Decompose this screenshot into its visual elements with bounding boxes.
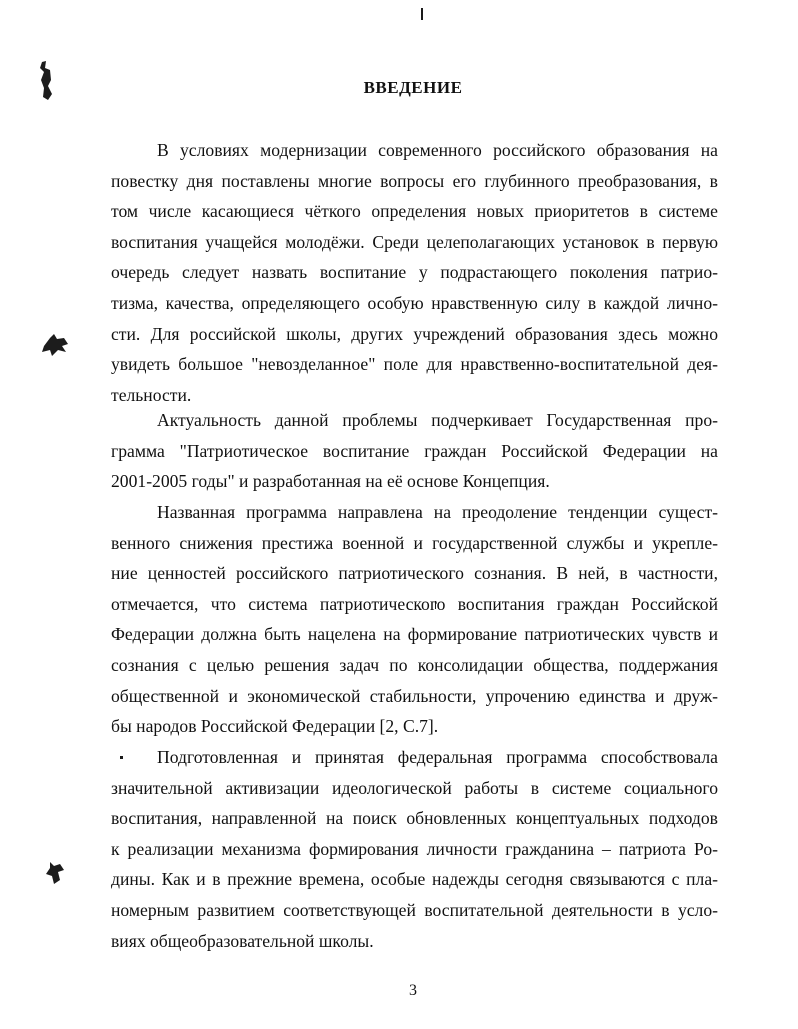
text-line: венного снижения престижа военной и государственной службы и укрепле- [111,532,718,553]
text-line: общественной и экономической стабильности, упрочению единства и друж- [111,685,718,706]
paragraph-4 [111,742,718,956]
text-line: ние ценностей российского патриотического сознания. В ней, в частности, [111,563,718,584]
text-line: очередь следует назвать воспитание у подрастающего поколения патрио- [111,262,718,283]
paragraph-2 [111,405,718,497]
scan-mark-top [421,8,423,20]
text-line: 2001-2005 годы" и разработанная на её основе Концепция. [111,471,550,492]
text-line: виях общеобразовательной школы. [111,930,374,951]
text-line: бы народов Российской Федерации [2, С.7]. [111,716,439,737]
text-line: Названная программа направлена на преодоление тенденции сущест- [157,502,718,522]
paragraph-3 [111,497,718,742]
text-line: тельности. [111,384,192,405]
text-line: Подготовленная и принятая федеральная программа способствовала [157,747,718,767]
text-line: отмечается, что система патриотического воспитания граждан Российской [111,593,718,614]
text-line: тизма, качества, определяющего особую нравственную силу в каждой лично- [111,292,718,313]
text-line: номерным развитием соответствующей воспитательной деятельности в усло- [111,899,718,920]
text-line: повестку дня поставлены многие вопросы его глубинного преобразования, в [111,170,718,191]
text-line: Актуальность данной проблемы подчеркивает Государственная про- [157,410,718,430]
text-line: дины. Как и в прежние времена, особые надежды сегодня связываются с пла- [111,869,718,890]
paragraph-1 [111,135,718,410]
text-line: сти. Для российской школы, других учреждений образования здесь можно [111,323,718,344]
text-line: увидеть большое "невозделанное" поле для нравственно-воспитательной дея- [111,354,718,375]
text-line: воспитания учащейся молодёжи. Среди целеполагающих установок в первую [111,231,718,252]
text-line: воспитания, направленной на поиск обновленных концептуальных подходов [111,808,718,829]
scan-blot-low-left [44,860,68,886]
page-number: 3 [409,982,417,999]
text-line: значительной активизации идеологической работы в системе социального [111,777,718,798]
text-line: грамма "Патриотическое воспитание граждан Российской Федерации на [111,440,718,461]
text-line: том числе касающиеся чёткого определения новых приоритетов в системе [111,201,718,222]
scan-blot-mid-left [40,332,72,358]
text-line: сознания с целью решения задач по консолидации общества, поддержания [111,654,718,675]
text-line: В условиях модернизации современного российского образования на [157,140,718,160]
text-line: к реализации механизма формирования личности гражданина – патриота Ро- [111,838,718,859]
page-title: ВВЕДЕНИЕ [363,78,463,97]
text-line: Федерации должна быть нацелена на формирование патриотических чувств и [111,624,718,645]
